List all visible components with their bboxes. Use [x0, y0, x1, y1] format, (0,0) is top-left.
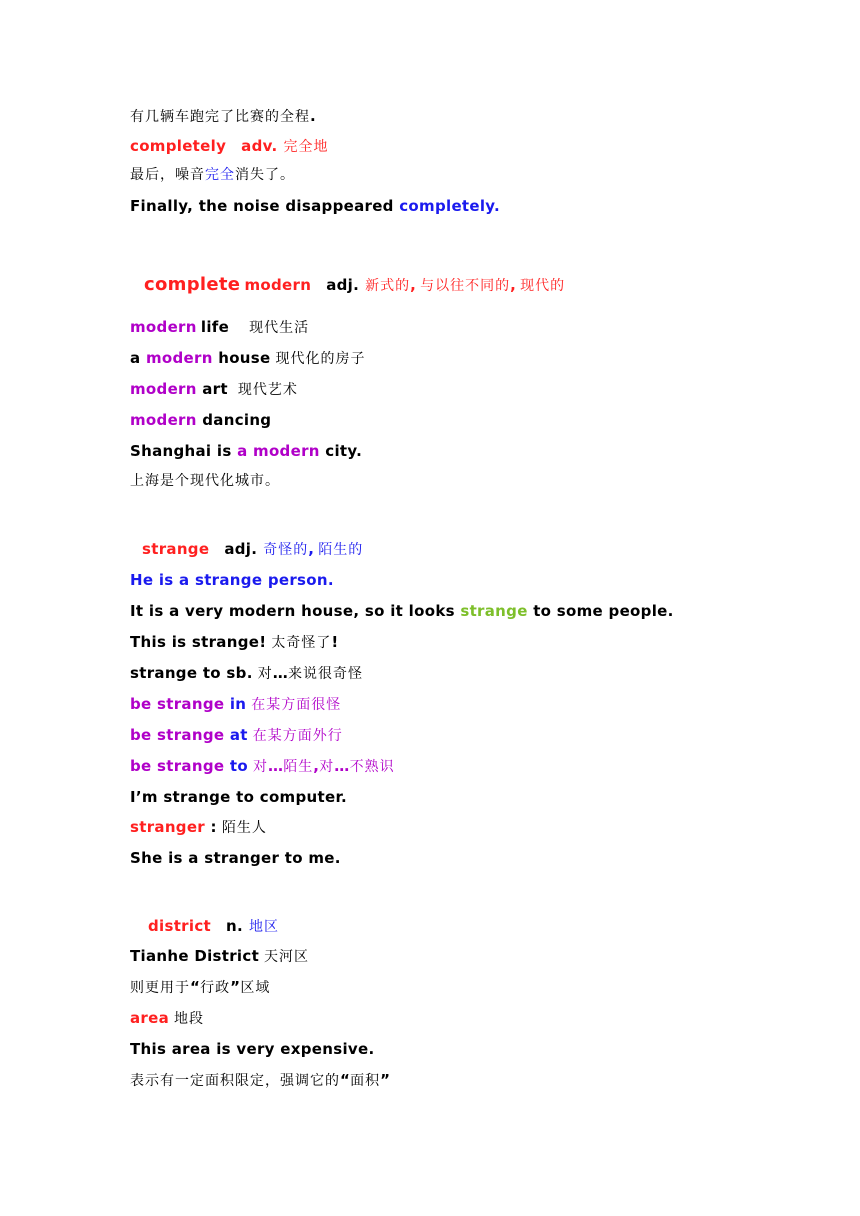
text: 有几辆车跑完了比赛的全程 [130, 109, 310, 125]
line-23-heading [148, 916, 279, 937]
text: modern [130, 318, 197, 336]
text: Tianhe District [130, 947, 260, 965]
translation: 地区 [248, 919, 279, 935]
part-of-speech: adj. [224, 540, 258, 558]
translation: 太奇怪了 [271, 635, 332, 651]
line-14 [130, 601, 674, 622]
line-27 [130, 1039, 374, 1060]
text: be strange [130, 695, 225, 713]
text: city. [319, 442, 363, 460]
translation: 陌生人 [221, 820, 267, 836]
text: in [224, 695, 247, 713]
text: “ [340, 1071, 351, 1089]
line-21 [130, 817, 267, 838]
line-17 [130, 694, 341, 715]
text: a [130, 349, 146, 367]
text: I’m strange to computer. [130, 788, 348, 806]
translation: 现代生活 [249, 320, 310, 336]
translation: 奇怪的 [263, 542, 309, 558]
line-8 [130, 379, 298, 400]
line-15 [130, 632, 339, 653]
text: 完全 [205, 167, 235, 183]
translation: 现代的 [520, 278, 566, 294]
text: life [200, 318, 230, 336]
text: modern [130, 380, 197, 398]
text: strange [460, 602, 528, 620]
text: : [205, 818, 217, 836]
translation: 在某方面很怪 [251, 697, 342, 713]
text: at [224, 726, 248, 744]
text: 则更用于 [130, 980, 190, 996]
text: 面积 [350, 1073, 381, 1089]
part-of-speech: adj. [326, 276, 360, 294]
text: ” [380, 1071, 391, 1089]
text: “ [190, 978, 201, 996]
text: ! [331, 633, 339, 651]
text: modern [145, 349, 213, 367]
translation: 完全地 [283, 139, 329, 155]
text: 消失了。 [235, 167, 295, 183]
text: be strange [130, 757, 225, 775]
line-25 [130, 977, 270, 998]
line-19 [130, 756, 395, 777]
translation: 对 [257, 666, 273, 682]
line-26 [130, 1008, 204, 1029]
translation: 在某方面外行 [252, 728, 343, 744]
text: … [272, 664, 289, 682]
line-5-heading [144, 275, 565, 296]
text: This area is very expensive. [130, 1040, 375, 1058]
text: … [267, 757, 284, 775]
text: Shanghai is [130, 442, 238, 460]
line-28 [130, 1070, 390, 1091]
text: 区域 [240, 980, 271, 996]
line-1 [130, 106, 316, 127]
vocab-word: complete [144, 274, 241, 295]
line-20 [130, 787, 347, 808]
line-22 [130, 848, 341, 869]
text: She is a stranger to me. [130, 849, 341, 867]
line-16 [130, 663, 363, 684]
line-11 [130, 471, 280, 491]
line-12-heading [142, 539, 363, 560]
text: It is a very modern house, so it looks [130, 602, 461, 620]
line-6 [130, 317, 309, 338]
text: This is strange! [130, 633, 267, 651]
line-13 [130, 570, 334, 591]
text: strange to sb. [130, 664, 253, 682]
vocab-word: stranger [130, 818, 206, 836]
text: dancing [196, 411, 272, 429]
text: completely. [399, 197, 500, 215]
text: house [212, 349, 271, 367]
text: 最后，噪音 [130, 167, 205, 183]
translation: 对 [319, 759, 335, 775]
translation: 陌生 [283, 759, 314, 775]
part-of-speech: n. [225, 917, 243, 935]
text: , [313, 757, 320, 775]
line-9 [130, 410, 271, 431]
text: 行政 [200, 980, 231, 996]
text: a modern [237, 442, 320, 460]
text: , [410, 276, 417, 294]
text: to some people. [527, 602, 674, 620]
translation: 陌生的 [318, 542, 364, 558]
vocab-word: strange [142, 540, 210, 558]
translation: 现代艺术 [237, 382, 298, 398]
line-18 [130, 725, 343, 746]
translation: 不熟识 [349, 759, 395, 775]
text: Finally, the noise disappeared [130, 197, 400, 215]
line-4 [130, 196, 500, 217]
translation: 上海是个现代化城市。 [130, 473, 280, 489]
line-24 [130, 946, 309, 967]
text: He is a strange person. [130, 571, 334, 589]
line-10 [130, 441, 362, 462]
text: ” [230, 978, 241, 996]
translation: 地段 [174, 1011, 205, 1027]
vocab-word: district [148, 917, 211, 935]
text: … [334, 757, 350, 775]
translation: 新式的 [365, 278, 411, 294]
text: , [510, 276, 517, 294]
vocab-word: modern [244, 276, 312, 294]
part-of-speech: adv. [241, 137, 278, 155]
text: 表示有一定面积限定，强调它的 [130, 1073, 340, 1089]
text: . [310, 107, 316, 125]
text: to [224, 757, 248, 775]
translation: 现代化的房子 [275, 351, 366, 367]
line-7 [130, 348, 365, 369]
line-2 [130, 136, 328, 157]
line-3 [130, 165, 295, 185]
translation: 天河区 [264, 949, 310, 965]
vocab-word: area [130, 1009, 170, 1027]
vocab-word: completely [130, 137, 227, 155]
translation: 来说很奇怪 [288, 666, 364, 682]
text: be strange [130, 726, 225, 744]
text: modern [130, 411, 197, 429]
text: art [196, 380, 228, 398]
translation: 与以往不同的 [420, 278, 511, 294]
text: , [308, 540, 315, 558]
translation: 对 [252, 759, 268, 775]
